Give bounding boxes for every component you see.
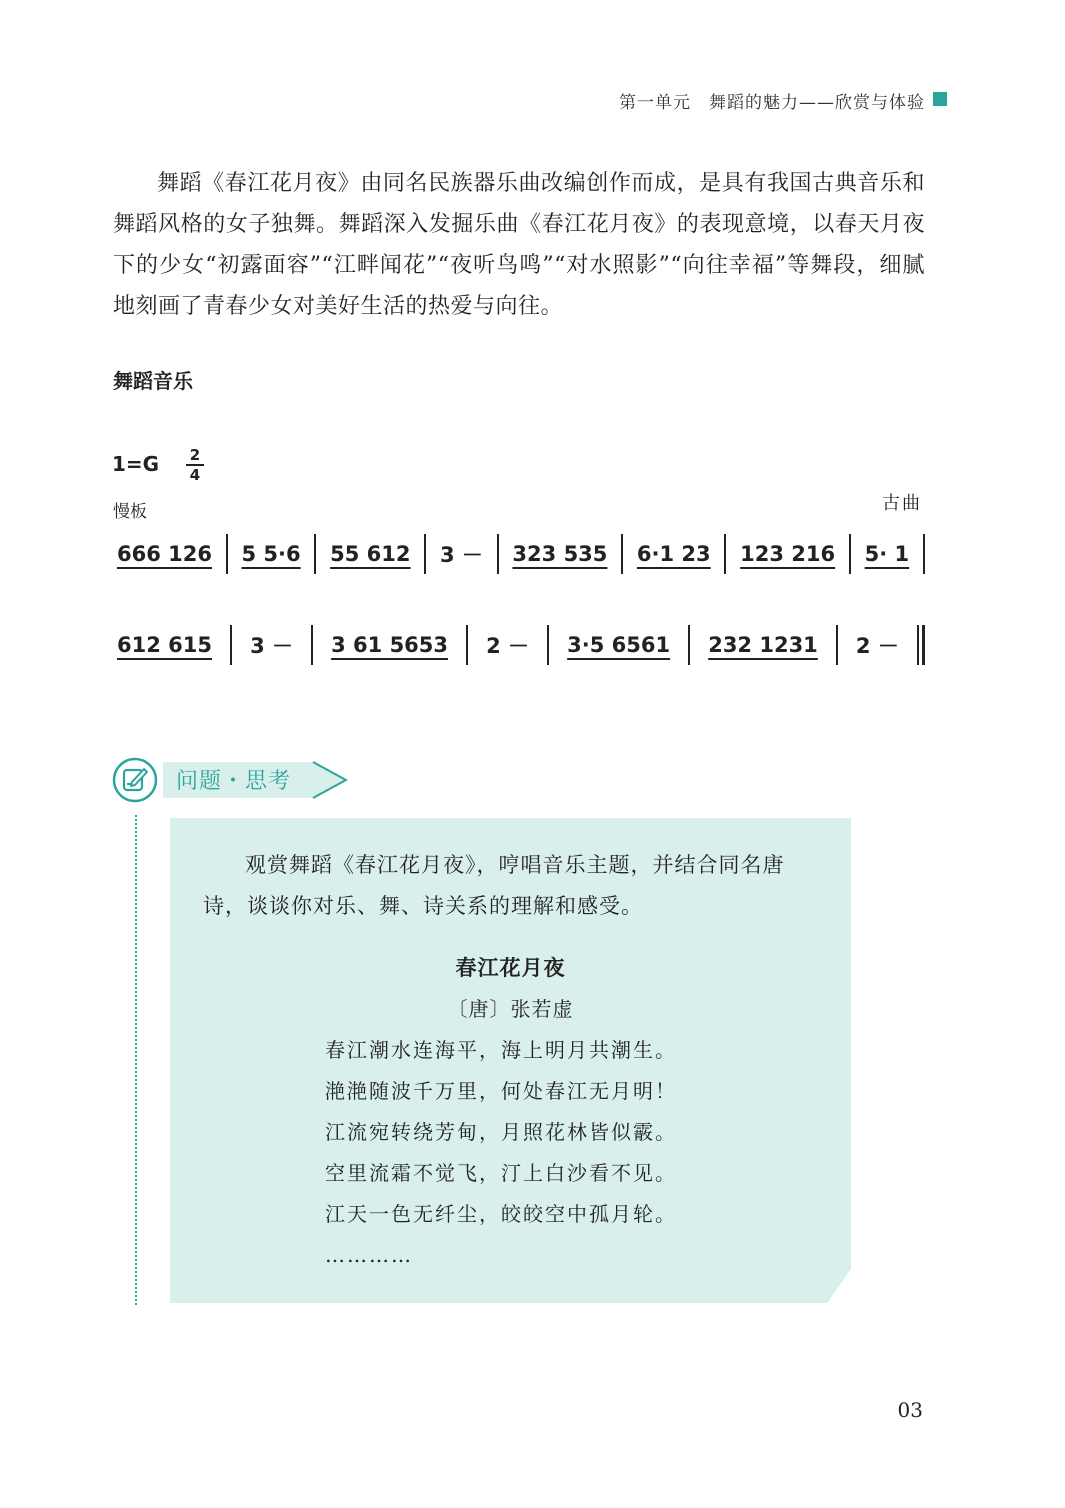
time-sig-top: 2 — [189, 446, 201, 464]
dotted-divider — [135, 815, 137, 1305]
key-signature: 1=G — [112, 452, 160, 476]
barline — [466, 625, 468, 665]
barline — [836, 625, 838, 665]
question-text: 观赏舞蹈《春江花月夜》，哼唱音乐主题，并结合同名唐诗，谈谈你对乐、舞、诗关系的理解和感受。 — [203, 853, 785, 918]
notation-measure: 3 61 5653 — [331, 633, 449, 657]
barline — [226, 534, 228, 574]
pencil-note-icon — [112, 757, 158, 803]
question-tag-label: 问题・思考 — [176, 769, 292, 794]
barline — [923, 534, 925, 574]
notation-measure: 3 － — [439, 543, 483, 567]
notation-measure: 2 － — [486, 634, 530, 658]
barline — [314, 534, 316, 574]
barline — [230, 625, 232, 665]
barline — [724, 534, 726, 574]
notation-measure: 666 126 — [117, 542, 212, 566]
notation-measure: 6·1 23 — [636, 542, 711, 566]
time-sig-bottom: 4 — [189, 466, 201, 484]
poem-line: 江流宛转绕芳甸，月照花林皆似霰。 — [325, 1120, 677, 1144]
notation-line-1 — [113, 532, 925, 576]
notation-line-2 — [113, 623, 925, 667]
final-barline — [917, 625, 925, 665]
poem-line: 江天一色无纤尘，皎皎空中孤月轮。 — [325, 1202, 677, 1226]
notation-measure: 5 5·6 — [241, 542, 301, 566]
composer-credit: 古曲 — [882, 493, 922, 514]
header-marker-square — [933, 92, 947, 106]
intro-paragraph: 舞蹈《春江花月夜》由同名民族器乐曲改编创作而成，是具有我国古典音乐和舞蹈风格的女子独舞。舞蹈深入发掘乐曲《春江花月夜》的表现意境，以春天月夜下的少女“初露面容”“江畔闻花”“夜听鸟鸣”“对水照影”“向往幸福”等舞段，细腻地刻画了青春少女对美好生活的热爱与向往。 — [113, 171, 925, 319]
notation-measure: 612 615 — [117, 633, 212, 657]
poem-lines — [325, 1030, 677, 1276]
poem-line: 滟滟随波千万里，何处春江无月明！ — [325, 1079, 677, 1103]
poem-ellipsis: ………… — [325, 1243, 413, 1267]
notation-measure: 3 － — [250, 634, 294, 658]
notation-measure: 55 612 — [330, 542, 411, 566]
page-number: 03 — [897, 1398, 923, 1422]
notation-measure: 5· 1 — [864, 542, 910, 566]
barline — [547, 625, 549, 665]
time-signature — [186, 447, 204, 483]
poem-title: 春江花月夜 — [455, 955, 566, 980]
notation-measure: 123 216 — [740, 542, 836, 566]
barline — [497, 534, 499, 574]
poem-author: 〔唐〕张若虚 — [447, 997, 574, 1021]
notation-measure: 3·5 6561 — [567, 633, 671, 657]
notation-measure: 232 1231 — [708, 633, 818, 657]
notation-measure: 323 535 — [512, 542, 608, 566]
barline — [424, 534, 426, 574]
section-title: 舞蹈音乐 — [113, 369, 193, 393]
barline — [849, 534, 851, 574]
barline — [621, 534, 623, 574]
barline — [688, 625, 690, 665]
poem-line: 春江潮水连海平，海上明月共潮生。 — [325, 1038, 677, 1062]
running-header: 第一单元 舞蹈的魅力——欣赏与体验 — [619, 93, 925, 113]
barline — [311, 625, 313, 665]
poem-line: 空里流霜不觉飞，汀上白沙看不见。 — [325, 1161, 677, 1185]
notation-measure: 2 － — [855, 634, 899, 658]
tempo-marking: 慢板 — [113, 502, 147, 522]
